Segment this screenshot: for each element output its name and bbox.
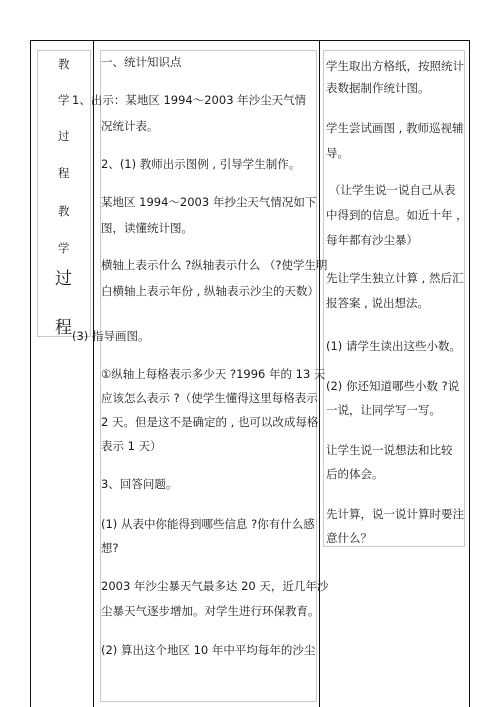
step-1-line-1: 1、出示：某地区 1994～2003 年沙尘天气情 <box>72 93 307 107</box>
left-label-char-1: 教 <box>58 57 70 71</box>
activity-3-line-2: 中得到的信息。如近十年 ， <box>326 208 468 222</box>
activity-5: (1) 请学生读出这些小数。 <box>326 339 461 353</box>
activity-6-line-2: 一说，让同学写一写。 <box>326 403 441 417</box>
table-left-border <box>30 40 31 707</box>
left-label-char-3: 过 <box>58 129 70 143</box>
activity-1-line-1: 学生取出方格纸，按照统计 <box>326 59 464 73</box>
answer-line-2: 尘暴天气逐步增加。对学生进行环保教育。 <box>101 604 320 618</box>
activity-2-line-2: 导。 <box>326 146 349 160</box>
section-heading: 一、统计知识点 <box>101 55 182 69</box>
question-1-line-1: (1) 从表中你能得到哪些信息 ?你有什么感 <box>101 517 315 531</box>
activity-8-line-1: 先计算，说一说计算时要注 <box>326 507 464 521</box>
question-2-line-1: (2) 算出这个地区 10 年中平均每年的沙尘 <box>101 643 316 657</box>
activity-2-line-1: 学生尝试画图 , 教师巡视辅 <box>326 121 464 135</box>
left-label-char-5: 教 <box>58 204 70 218</box>
step-1-line-2: 况统计表。 <box>101 119 159 133</box>
activity-1-line-2: 表数据制作统计图。 <box>326 81 430 95</box>
answer-line-1: 2003 年沙尘暴天气最多达 20 天，近几年沙 <box>101 579 329 593</box>
drawing-guide: (3) 指导画图。 <box>72 329 150 343</box>
scale-question-line-1: ①纵轴上每格表示多少天 ?1996 年的 13 天 <box>101 367 326 381</box>
activity-3-line-3: 每年都有沙尘暴） <box>326 233 418 247</box>
table-top-border <box>30 40 470 41</box>
activity-4-line-2: 报答案 , 说出想法。 <box>326 296 429 310</box>
question-1-line-2: 想? <box>101 541 119 555</box>
step-3: 3、回答问题。 <box>101 477 178 491</box>
table-right-border <box>469 40 470 707</box>
left-label-char-7: 过 <box>55 269 72 289</box>
axis-question-line-2: 白横轴上表示年份 , 纵轴表示沙尘的天数） <box>101 284 319 298</box>
left-label-char-4: 程 <box>58 166 70 180</box>
activity-8-line-2: 意什么？ <box>326 531 372 545</box>
chart-intro-line-1: 某地区 1994～2003 年抄尘天气情况如下 <box>101 195 317 209</box>
left-label-char-2: 学 <box>58 93 70 107</box>
scale-question-line-4: 表示 1 天） <box>101 439 162 453</box>
scale-question-line-3: 2 天。但是这不是确定的 , 也可以改成每格 <box>101 415 319 429</box>
activity-4-line-1: 先让学生独立计算 , 然后汇 <box>326 271 464 285</box>
left-label-char-8: 程 <box>55 318 72 338</box>
step-2: 2、(1) 教师出示图例 , 引导学生制作。 <box>101 157 301 171</box>
activity-6-line-1: (2) 你还知道哪些小数 ?说 <box>326 379 460 393</box>
axis-question-line-1: 横轴上表示什么 ?纵轴表示什么 （?使学生明 <box>101 258 328 272</box>
left-label-char-6: 学 <box>58 241 70 255</box>
activity-3-line-1: （让学生说一说自己从表 <box>329 183 456 197</box>
activity-7-line-2: 后的体会。 <box>326 467 384 481</box>
activity-7-line-1: 让学生说一说想法和比较 <box>326 443 453 457</box>
column-divider-1 <box>93 40 94 707</box>
scale-question-line-2: 应该怎么表示 ?（使学生懂得这里每格表示 <box>101 391 318 405</box>
chart-intro-line-2: 图，读懂统计图。 <box>101 221 193 235</box>
